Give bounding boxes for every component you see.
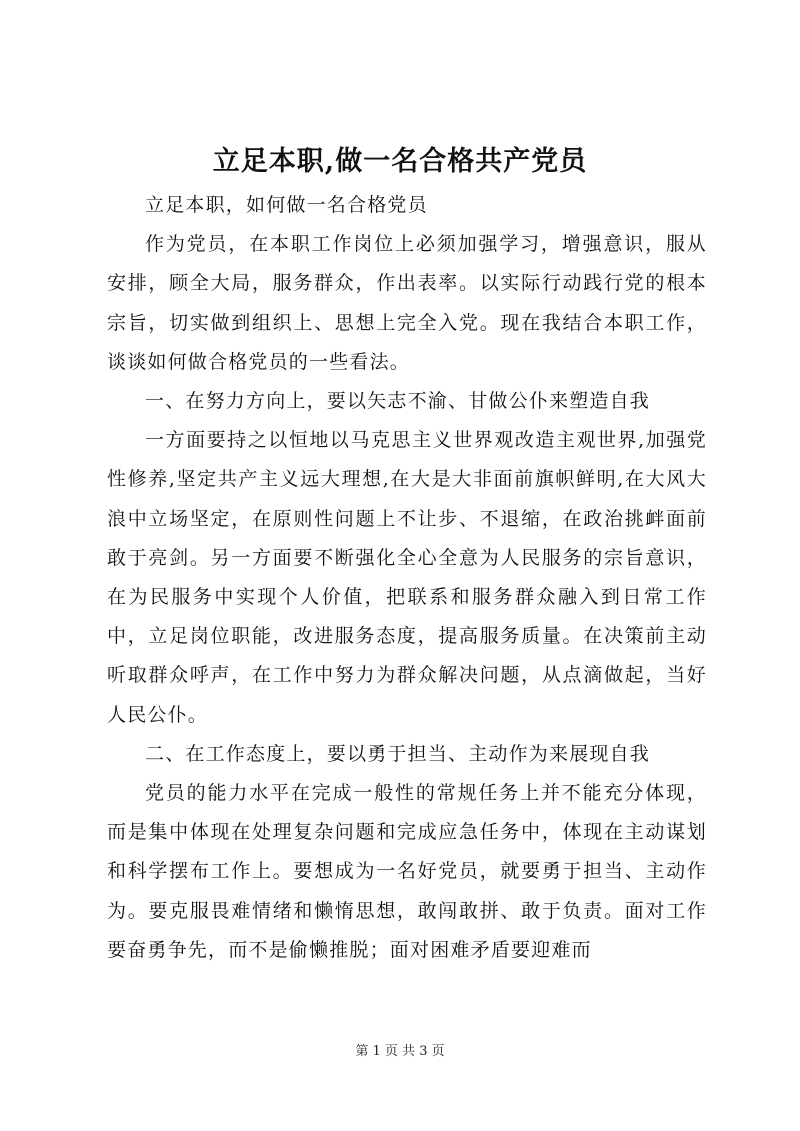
section-heading-2: 二、在工作态度上，要以勇于担当、主动作为来展现自我 bbox=[145, 742, 651, 765]
paragraph-intro: 作为党员，在本职工作岗位上必须加强学习，增强意识，服从安排，顾全大局，服务群众，作出表率。以实际行动践行党的根本宗旨，切实做到组织上、思想上完全入党。现在我结合本职工作，谈谈如何做合格党员的一些看法。 bbox=[107, 233, 707, 373]
page-number-footer: 第 1 页 共 3 页 bbox=[355, 1044, 445, 1059]
paragraph-subtitle: 立足本职，如何做一名合格党员 bbox=[145, 194, 428, 216]
document-body bbox=[107, 186, 707, 970]
paragraph-section-2: 党员的能力水平在完成一般性的常规任务上并不能充分体现，而是集中体现在处理复杂问题和完成应急任务中，体现在主动谋划和科学摆布工作上。要想成为一名好党员，就要勇于担当、主动作为。要克服畏难情绪和懒惰思想，敢闯敢拼、敢于负责。面对工作要奋勇争先，而不是偷懒推脱；面对困难矛盾要迎难而 bbox=[107, 782, 707, 961]
section-heading-1: 一、在努力方向上，要以矢志不渝、甘做公仆来塑造自我 bbox=[145, 390, 651, 413]
paragraph-section-1: 一方面要持之以恒地以马克思主义世界观改造主观世界,加强党性修养,坚定共产主义远大理想,在大是大非面前旗帜鲜明,在大风大浪中立场坚定，在原则性问题上不让步、不退缩，在政治挑衅面前敢于亮剑。另一方面要不断强化全心全意为人民服务的宗旨意识，在为民服务中实现个人价值，把联系和服务群众融入到日常工作中，立足岗位职能，改进服务态度，提高服务质量。在决策前主动听取群众呼声，在工作中努力为群众解决问题，从点滴做起，当好人民公仆。 bbox=[107, 429, 707, 726]
document-title: 立足本职,做一名合格共产党员 bbox=[212, 146, 588, 177]
